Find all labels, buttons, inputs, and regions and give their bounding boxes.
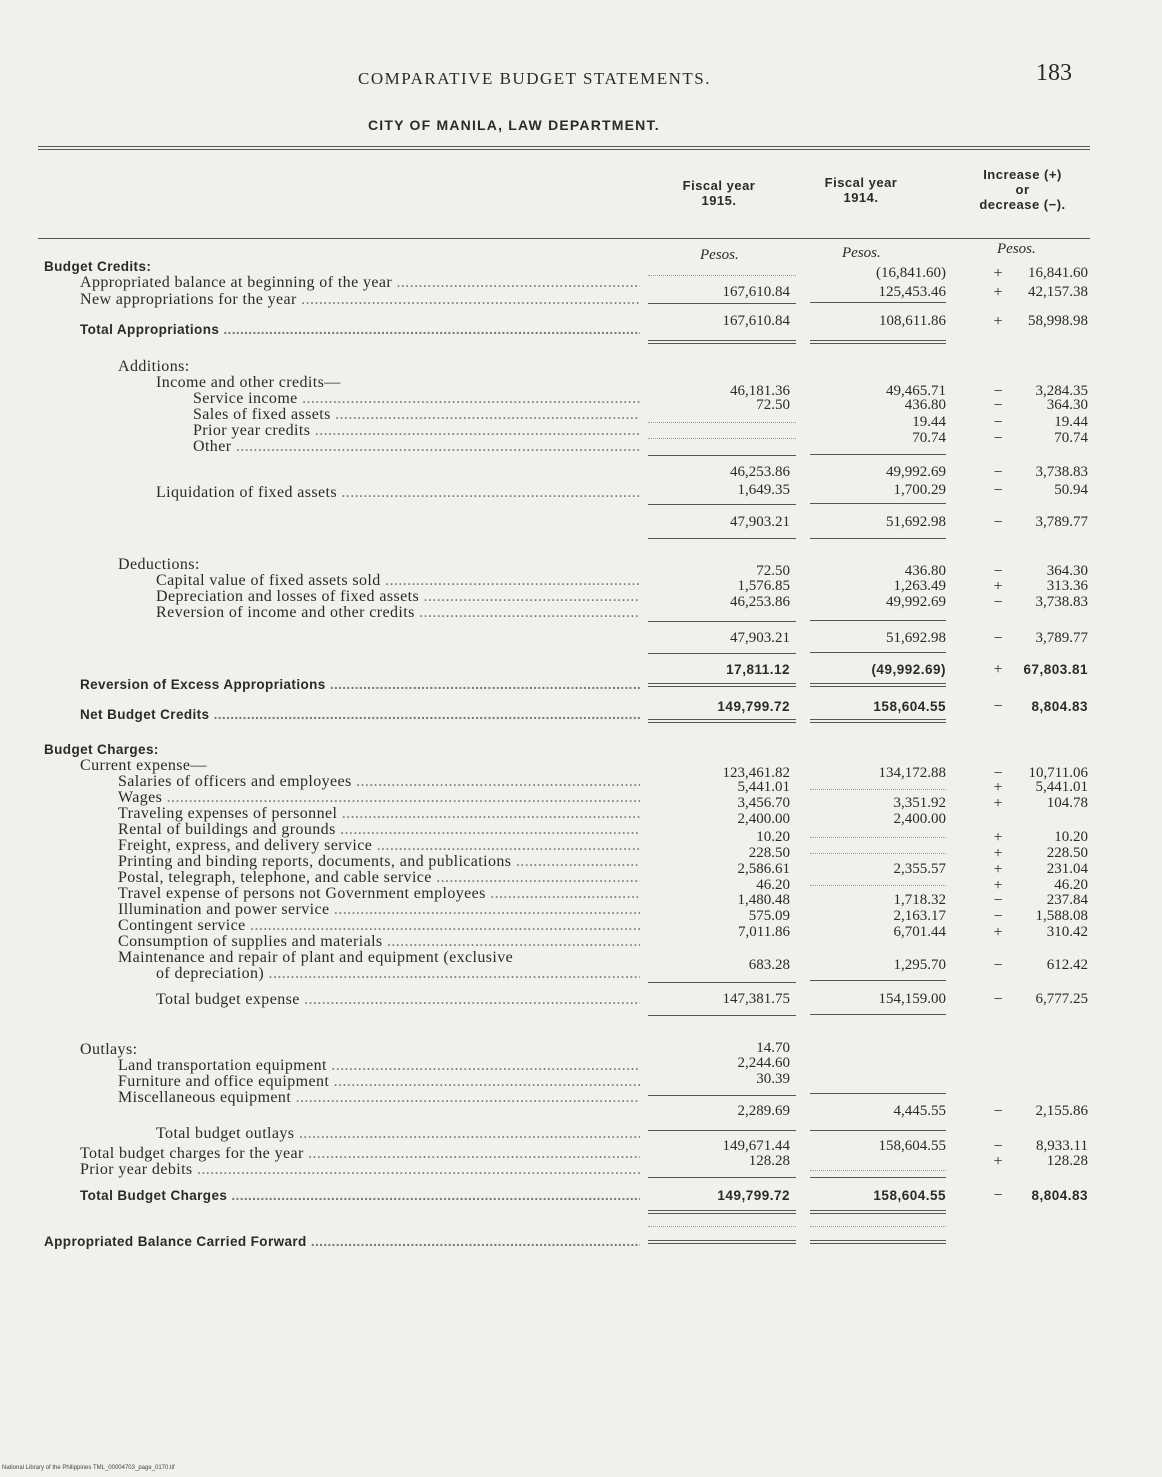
value-change: 16,841.60 [1028,265,1088,281]
row-label: Prior year credits ..... [193,422,640,439]
empty-cell-dots [810,885,946,886]
value-1914: 4,445.55 [893,1103,946,1119]
value-1914: 6,701.44 [893,924,946,940]
value-1915: 575.09 [748,908,790,924]
unit-1914: Pesos. [842,245,881,261]
double-rule [648,683,796,687]
value-change: 58,998.98 [1028,313,1088,329]
double-rule [648,340,796,344]
row-label: Total budget charges for the year ..... [80,1145,640,1162]
value-1914: 154,159.00 [878,991,946,1007]
total-rule [810,538,946,539]
value-1915: 128.28 [748,1153,790,1169]
row-label: Additions: [118,358,190,375]
change-sign: − [993,991,1003,1008]
row-label: Appropriated balance at beginning of the year ..... [80,274,640,291]
row-label: Capital value of fixed assets sold ..... [156,572,640,589]
value-1915: 683.28 [748,957,790,973]
value-1915: 47,903.21 [730,514,790,530]
value-1914: 125,453.46 [878,284,946,300]
change-sign: − [993,383,1003,400]
change-sign: + [993,1153,1003,1170]
value-1914: (49,992.69) [871,662,946,677]
value-change: 3,284.35 [1035,383,1088,399]
value-1914: 3,351.92 [893,795,946,811]
row-label: Travel expense of persons not Government employees ..... [118,885,640,902]
unit-change: Pesos. [997,241,1036,257]
empty-cell-dots [648,275,796,276]
change-sign: − [993,892,1003,909]
change-sign: − [993,397,1003,414]
col-header-change: Increase (+) or decrease (−). [979,167,1066,212]
empty-cell-dots [810,837,946,838]
value-change: 8,804.83 [1031,1188,1088,1203]
department-title: CITY OF MANILA, LAW DEPARTMENT. [368,117,660,133]
change-sign: − [993,630,1003,647]
change-sign: − [993,1138,1003,1155]
value-1915: 149,799.72 [717,699,790,714]
value-change: 313.36 [1046,578,1088,594]
change-sign: − [993,1187,1003,1204]
row-label: Appropriated Balance Carried Forward ..... [44,1233,640,1250]
empty-cell-dots [648,422,796,423]
value-change: 50.94 [1054,482,1088,498]
change-sign: − [993,957,1003,974]
empty-cell-dots [648,1226,796,1227]
empty-cell-dots [810,789,946,790]
value-1914: 436.80 [904,563,946,579]
row-label: Current expense— [80,757,207,774]
change-sign: + [993,661,1003,678]
value-1915: 167,610.84 [722,284,790,300]
value-1914: 19.44 [912,414,946,430]
change-sign: − [993,430,1003,447]
running-title: COMPARATIVE BUDGET STATEMENTS. [358,69,711,88]
value-change: 10,711.06 [1028,765,1088,781]
value-change: 19.44 [1054,414,1088,430]
col-header-1915: Fiscal year 1915. [682,178,756,208]
value-change: 364.30 [1046,563,1088,579]
total-rule [810,302,946,303]
total-rule [810,454,946,455]
value-1915: 149,671.44 [722,1138,790,1154]
value-1915: 1,480.48 [737,892,790,908]
value-1915: 2,586.61 [737,861,790,877]
change-sign: + [993,924,1003,941]
scan-credit: National Library of the Philippines TML_00004703_page_0170.tif [2,1465,175,1471]
value-1914: 51,692.98 [886,514,946,530]
value-1915: 46.20 [756,877,790,893]
double-rule [810,1210,946,1214]
row-label: Outlays: [80,1041,138,1058]
value-1914: (16,841.60) [876,265,946,281]
value-change: 364.30 [1046,397,1088,413]
value-1915: 10.20 [756,829,790,845]
value-1914: 1,263.49 [893,578,946,594]
row-label: Land transportation equipment ..... [118,1057,640,1074]
value-change: 70.74 [1054,430,1088,446]
row-label: Liquidation of fixed assets ..... [156,484,640,501]
total-rule [810,1093,946,1094]
value-1915: 167,610.84 [722,313,790,329]
value-1914: 108,611.86 [879,313,946,329]
value-1915: 123,461.82 [722,765,790,781]
total-rule [648,653,796,654]
value-1915: 5,441.01 [737,779,790,795]
value-change: 1,588.08 [1035,908,1088,924]
row-label: Service income ..... [193,390,640,407]
total-rule [648,1177,796,1178]
row-label: Salaries of officers and employees ..... [118,773,640,790]
change-sign: + [993,829,1003,846]
total-rule [810,503,946,504]
row-label: Budget Charges: [44,742,159,757]
change-sign: − [993,514,1003,531]
change-sign: − [993,482,1003,499]
change-sign: + [993,861,1003,878]
value-1915: 72.50 [756,397,790,413]
value-change: 67,803.81 [1023,662,1088,677]
row-label: Contingent service ..... [118,917,640,934]
value-1914: 2,400.00 [893,811,946,827]
row-label: Maintenance and repair of plant and equipment (exclusive [118,949,514,966]
row-label: New appropriations for the year ..... [80,291,640,308]
value-1915: 47,903.21 [730,630,790,646]
total-rule [810,620,946,621]
col-header-1914: Fiscal year 1914. [824,175,898,205]
double-rule [648,1240,796,1244]
value-change: 6,777.25 [1035,991,1088,1007]
header-bottom-rule [38,238,1090,239]
change-sign: + [993,795,1003,812]
total-rule [648,303,796,304]
total-rule [810,1014,946,1015]
change-sign: − [993,765,1003,782]
value-1914: 158,604.55 [873,699,946,714]
value-1915: 17,811.12 [726,662,790,677]
change-sign: + [993,845,1003,862]
row-label: Other ..... [193,438,640,455]
total-rule [648,455,796,456]
value-1914: 1,700.29 [893,482,946,498]
change-sign: + [993,578,1003,595]
value-change: 3,738.83 [1035,594,1088,610]
value-1915: 14.70 [756,1040,790,1056]
unit-1915: Pesos. [700,247,739,263]
value-1915: 3,456.70 [737,795,790,811]
row-label: Budget Credits: [44,259,152,274]
value-change: 104.78 [1046,795,1088,811]
row-label: Postal, telegraph, telephone, and cable service ..... [118,869,640,886]
total-rule [648,982,796,983]
value-1915: 2,244.60 [737,1055,790,1071]
row-label: Income and other credits— [156,374,341,391]
row-label: Reversion of income and other credits ..... [156,604,640,621]
row-label: Total Appropriations ..... [80,321,640,338]
total-rule [648,538,796,539]
row-label: Wages ..... [118,789,640,806]
value-1914: 49,465.71 [886,383,946,399]
value-1914: 1,295.70 [893,957,946,973]
row-label: Sales of fixed assets ..... [193,406,640,423]
row-label: of depreciation) ..... [156,965,640,982]
value-1914: 158,604.55 [878,1138,946,1154]
double-rule [648,719,796,723]
value-1915: 2,289.69 [737,1103,790,1119]
total-rule [648,621,796,622]
value-1914: 436.80 [904,397,946,413]
row-label: Deductions: [118,556,200,573]
total-rule [810,980,946,981]
value-1914: 2,163.17 [893,908,946,924]
double-rule [810,719,946,723]
value-change: 2,155.86 [1035,1103,1088,1119]
row-label: Total Budget Charges ..... [80,1187,640,1204]
row-label: Traveling expenses of personnel ..... [118,805,640,822]
change-sign: + [993,284,1003,301]
total-rule [648,504,796,505]
value-change: 310.42 [1046,924,1088,940]
value-1915: 46,253.86 [730,594,790,610]
row-label: Freight, express, and delivery service ..... [118,837,640,854]
value-change: 46.20 [1054,877,1088,893]
row-label: Depreciation and losses of fixed assets ..... [156,588,640,605]
total-rule [648,1130,796,1131]
double-rule [810,683,946,687]
value-change: 42,157.38 [1028,284,1088,300]
value-change: 128.28 [1046,1153,1088,1169]
total-rule [810,652,946,653]
change-sign: − [993,414,1003,431]
row-label: Net Budget Credits ..... [80,706,640,723]
empty-cell-dots [810,853,946,854]
empty-cell-dots [648,438,796,439]
value-change: 3,738.83 [1035,464,1088,480]
value-1914: 49,992.69 [886,594,946,610]
row-label: Miscellaneous equipment ..... [118,1089,640,1106]
change-sign: − [993,908,1003,925]
change-sign: − [993,698,1003,715]
change-sign: − [993,464,1003,481]
value-1915: 149,799.72 [717,1188,790,1203]
value-1914: 51,692.98 [886,630,946,646]
row-label: Rental of buildings and grounds ..... [118,821,640,838]
value-change: 3,789.77 [1035,514,1088,530]
row-label: Reversion of Excess Appropriations ..... [80,676,640,693]
change-sign: − [993,594,1003,611]
top-rule [38,146,1090,150]
value-1915: 7,011.86 [738,924,790,940]
change-sign: + [993,313,1003,330]
change-sign: − [993,1103,1003,1120]
value-1915: 1,576.85 [737,578,790,594]
change-sign: + [993,877,1003,894]
row-label: Printing and binding reports, documents, and publications ..... [118,853,640,870]
value-1914: 2,355.57 [893,861,946,877]
value-change: 231.04 [1046,861,1088,877]
change-sign: − [993,563,1003,580]
value-change: 8,933.11 [1036,1138,1088,1154]
value-1914: 134,172.88 [878,765,946,781]
value-1914: 70.74 [912,430,946,446]
value-change: 5,441.01 [1035,779,1088,795]
value-1915: 1,649.35 [737,482,790,498]
row-label: Furniture and office equipment ..... [118,1073,640,1090]
value-1915: 46,181.36 [730,383,790,399]
row-label: Consumption of supplies and materials ..... [118,933,640,950]
value-1914: 1,718.32 [893,892,946,908]
value-change: 10.20 [1054,829,1088,845]
empty-cell-dots [810,1226,946,1227]
value-1915: 228.50 [748,845,790,861]
value-1914: 158,604.55 [873,1188,946,1203]
value-1915: 30.39 [756,1071,790,1087]
double-rule [810,1240,946,1244]
row-label: Total budget expense ..... [156,991,640,1008]
double-rule [648,1210,796,1214]
row-label: Total budget outlays ..... [156,1125,640,1142]
value-change: 612.42 [1046,957,1088,973]
total-rule [810,1177,946,1178]
value-1915: 2,400.00 [737,811,790,827]
empty-cell-dots [810,1170,946,1171]
total-rule [648,1015,796,1016]
double-rule [810,340,946,344]
value-change: 3,789.77 [1035,630,1088,646]
total-rule [648,1095,796,1096]
value-change: 237.84 [1046,892,1088,908]
row-label: Prior year debits ..... [80,1161,640,1178]
total-rule [810,1130,946,1131]
row-label: Illumination and power service ..... [118,901,640,918]
value-1914: 49,992.69 [886,464,946,480]
value-change: 228.50 [1046,845,1088,861]
value-1915: 147,381.75 [722,991,790,1007]
change-sign: + [993,779,1003,796]
value-1915: 72.50 [756,563,790,579]
change-sign: + [993,265,1003,282]
value-change: 8,804.83 [1031,699,1088,714]
value-1915: 46,253.86 [730,464,790,480]
page-number: 183 [1036,60,1072,86]
